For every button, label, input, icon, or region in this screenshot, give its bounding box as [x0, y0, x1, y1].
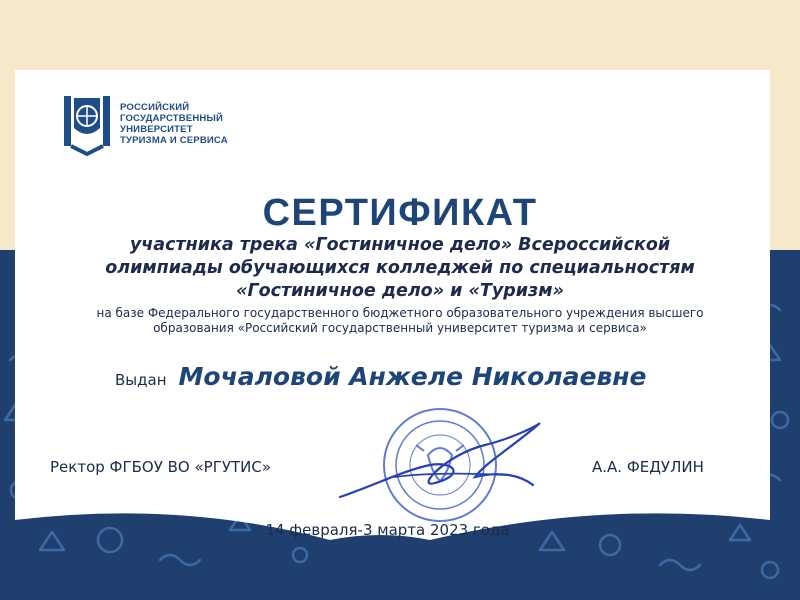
certificate-subtitle: [40, 234, 760, 303]
basis-line: на базе Федерального государственного бюджетного образовательного учреждения высшего: [96, 306, 704, 320]
recipient-name: Мочаловой Анжеле Николаевне: [178, 362, 647, 391]
institution-basis: [40, 306, 760, 336]
issued-label: Выдан: [115, 371, 167, 389]
university-logo: [62, 92, 228, 156]
rector-signature-icon: [335, 415, 545, 505]
subtitle-line: участника трека «Гостиничное дело» Всероссийской: [129, 235, 671, 255]
subtitle-line: олимпиады обучающихся колледжей по специальностям: [105, 258, 695, 278]
university-name: [120, 102, 228, 146]
rector-title: Ректор ФГБОУ ВО «РГУТИС»: [50, 458, 272, 476]
subtitle-line: «Гостиничное дело» и «Туризм»: [236, 281, 564, 301]
certificate-date: 14 февраля-3 марта 2023 года: [265, 521, 510, 539]
rector-name: А.А. ФЕДУЛИН: [592, 458, 704, 476]
university-name-line: ГОСУДАРСТВЕННЫЙ: [120, 113, 224, 124]
university-emblem-icon: [62, 92, 112, 156]
basis-line: образования «Российский государственный университет туризма и сервиса»: [153, 321, 647, 335]
university-name-line: ТУРИЗМА И СЕРВИСА: [120, 135, 228, 146]
certificate-title: СЕРТИФИКАТ: [262, 192, 538, 234]
university-name-line: РОССИЙСКИЙ: [120, 102, 190, 113]
university-name-line: УНИВЕРСИТЕТ: [120, 124, 193, 135]
issued-to: [115, 362, 647, 391]
